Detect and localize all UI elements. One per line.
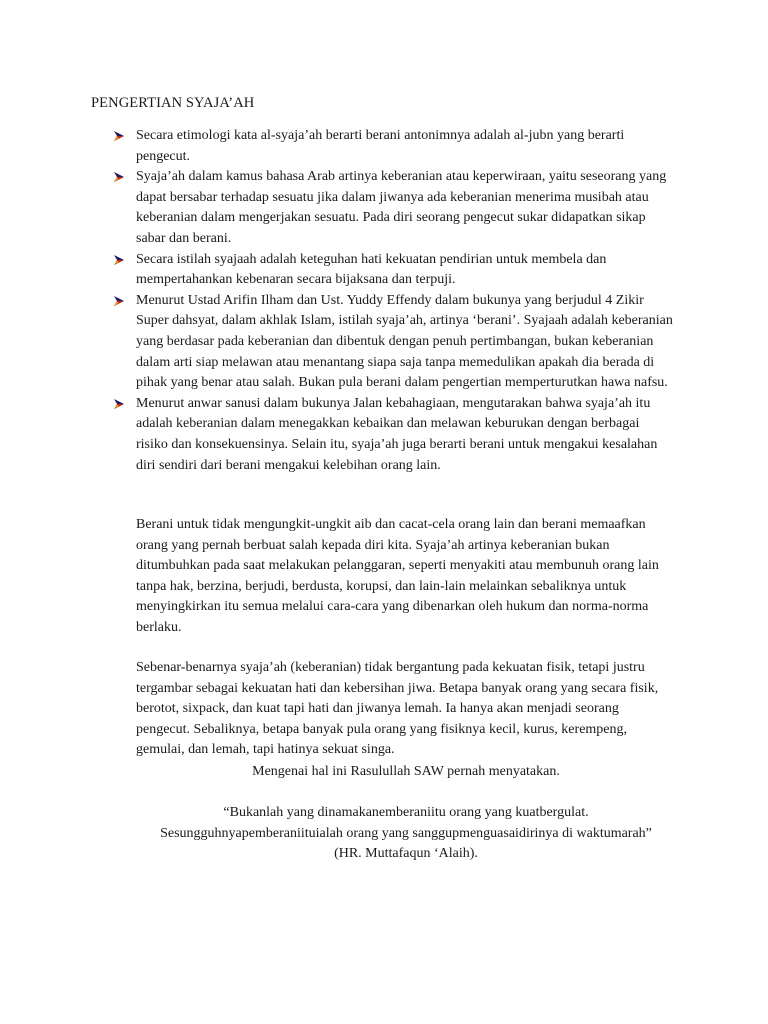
rasulullah-mention: Mengenai hal ini Rasulullah SAW pernah menyatakan. (252, 764, 560, 779)
hadith-quote-line-1: “Bukanlah yang dinamakanemberaniitu orang yang kuatbergulat. (223, 805, 589, 820)
paragraph-berani: Berani untuk tidak mengungkit-ungkit aib dan cacat-cela orang lain dan berani memaafkan orang yang pernah berbuat salah kepada diri kita. Syaja’ah artinya keberanian bukan ditumbuhkan pada saat melakukan pelanggaran, seperti menyakiti atau membunuh orang lain tanpa hak, berzina, berjudi, berdusta, korupsi, dan lain-lain melainkan sebaliknya untuk menyingkirkan itu semua melalui cara-cara yang dibenarkan oleh hukum dan norma-norma berlaku. (136, 517, 659, 635)
arrow-bullet-icon (113, 171, 125, 183)
bullet-list (113, 126, 673, 476)
hadith-quote-line-2: Sesungguhnyapemberaniituialah orang yang sanggupmenguasaidirinya di waktumarah” (160, 826, 652, 841)
bullet-item-istilah (113, 250, 673, 291)
arrow-bullet-icon (113, 295, 125, 307)
arrow-bullet-icon (113, 130, 125, 142)
bullet-item-anwar-sanusi (113, 394, 673, 476)
bullet-text: Menurut anwar sanusi dalam bukunya Jalan kebahagiaan, mengutarakan bahwa syaja’ah itu adalah keberanian dalam menegakkan kebaikan dan melawan keburukan dengan berbagai risiko dan konsekuensinya. Selain itu, syaja’ah juga berarti berani untuk mengakui kesalahan diri sendiri dari berani mengakui kelebihan orang lain. (136, 395, 658, 473)
paragraph-sebenar-benarnya: Sebenar-benarnya syaja’ah (keberanian) tidak bergantung pada kekuatan fisik, tetapi justru tergambar sebagai kekuatan hati dan kebersihan jiwa. Betapa banyak orang yang secara fisik, berotot, sixpack, dan kuat tapi hati dan jiwanya lemah. Ia hanya akan menjadi seorang pengecut. Sebaliknya, betapa banyak pula orang yang fisiknya kecil, kurus, kerempeng, gemulai, dan lemah, tapi hatinya sekuat singa. (136, 660, 659, 758)
bullet-item-arifin-ilham (113, 291, 673, 394)
hadith-source: (HR. Muttafaqun ‘Alaih). (334, 846, 478, 861)
bullet-text: Syaja’ah dalam kamus bahasa Arab artinya keberanian atau keperwiraan, yaitu seseorang yang dapat bersabar terhadap sesuatu jika dalam jiwanya ada keberanian menerima musibah atau keberanian dalam mengerjakan sesuatu. Pada diri seorang pengecut sukar didapatkan sikap sabar dan berani. (136, 169, 667, 246)
page-title: PENGERTIAN SYAJA’AH (91, 95, 255, 111)
bullet-text: Secara etimologi kata al-syaja’ah berarti berani antonimnya adalah al-jubn yang berarti pengecut. (136, 128, 625, 164)
bullet-text: Menurut Ustad Arifin Ilham dan Ust. Yuddy Effendy dalam bukunya yang berjudul 4 Zikir Super dahsyat, dalam akhlak Islam, istilah syaja’ah, artinya ‘berani’. Syajaah adalah keberanian yang berdasar pada keberanian dan dibentuk dengan penuh pertimbangan, bukan keberanian dalam arti siap melawan atau menantang siapa saja tanpa memedulikan apakah dia berada di pihak yang benar atau salah. Bukan pula berani dalam pengertian memperturutkan hawa nafsu. (136, 292, 673, 391)
bullet-item-etimologi (113, 126, 673, 167)
bullet-item-kamus (113, 167, 673, 249)
arrow-bullet-icon (113, 398, 125, 410)
arrow-bullet-icon (113, 254, 125, 266)
bullet-text: Secara istilah syajaah adalah keteguhan hati kekuatan pendirian untuk membela dan mempertahankan kebenaran secara bijaksana dan terpuji. (136, 251, 607, 288)
